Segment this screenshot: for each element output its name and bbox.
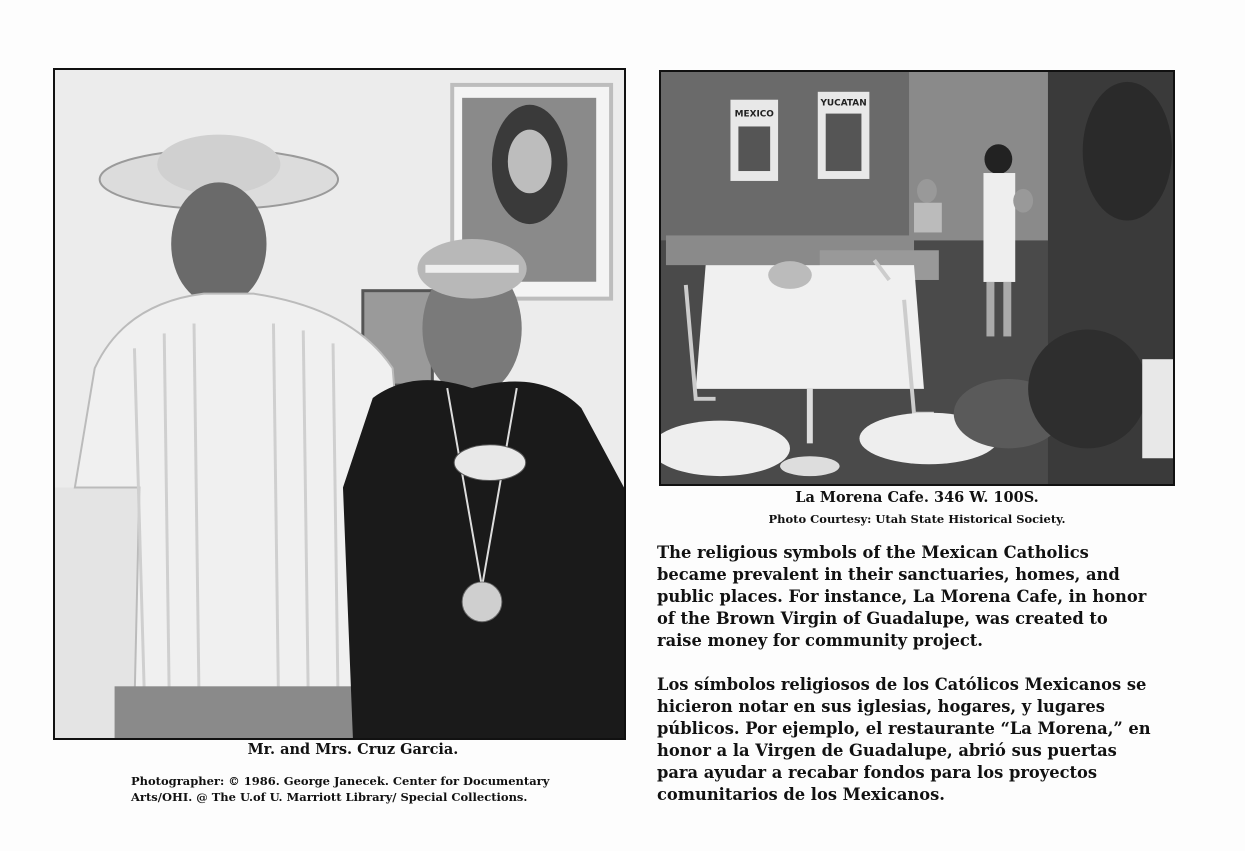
cafe-image bbox=[661, 72, 1173, 484]
english-paragraph: The religious symbols of the Mexican Catholics became prevalent in their sanctuaries, homes, and public places. For instance, La Morena Cafe, in honor of the Brown Virgin of Guadalupe, was created to raise money for community project. bbox=[657, 543, 1147, 650]
portrait-image bbox=[55, 70, 624, 738]
portrait-photo bbox=[53, 68, 626, 740]
portrait-credit: Photographer: © 1986. George Janecek. Center for Documentary Arts/OHI. @ The U.of U. Marriott Library/ Special Collections. bbox=[131, 774, 550, 804]
poster-mexico-label: MEXICO bbox=[734, 109, 774, 120]
cafe-photo bbox=[659, 70, 1175, 486]
cafe-caption: La Morena Cafe. 346 W. 100S. bbox=[795, 489, 1039, 506]
portrait-caption: Mr. and Mrs. Cruz Garcia. bbox=[247, 741, 459, 758]
poster-yucatan-label: YUCATAN bbox=[820, 98, 867, 109]
spanish-paragraph: Los símbolos religiosos de los Católicos Mexicanos se hicieron notar en sus iglesias, hogares, y lugares públicos. Por ejemplo, el restaurante “La Morena,” en honor a la Virgen de Guadalupe, abrió sus puertas para ayudar a recabar fondos para los proyectos comunitarios de los Mexicanos. bbox=[657, 675, 1151, 804]
cafe-credit: Photo Courtesy: Utah State Historical Society. bbox=[768, 512, 1066, 526]
